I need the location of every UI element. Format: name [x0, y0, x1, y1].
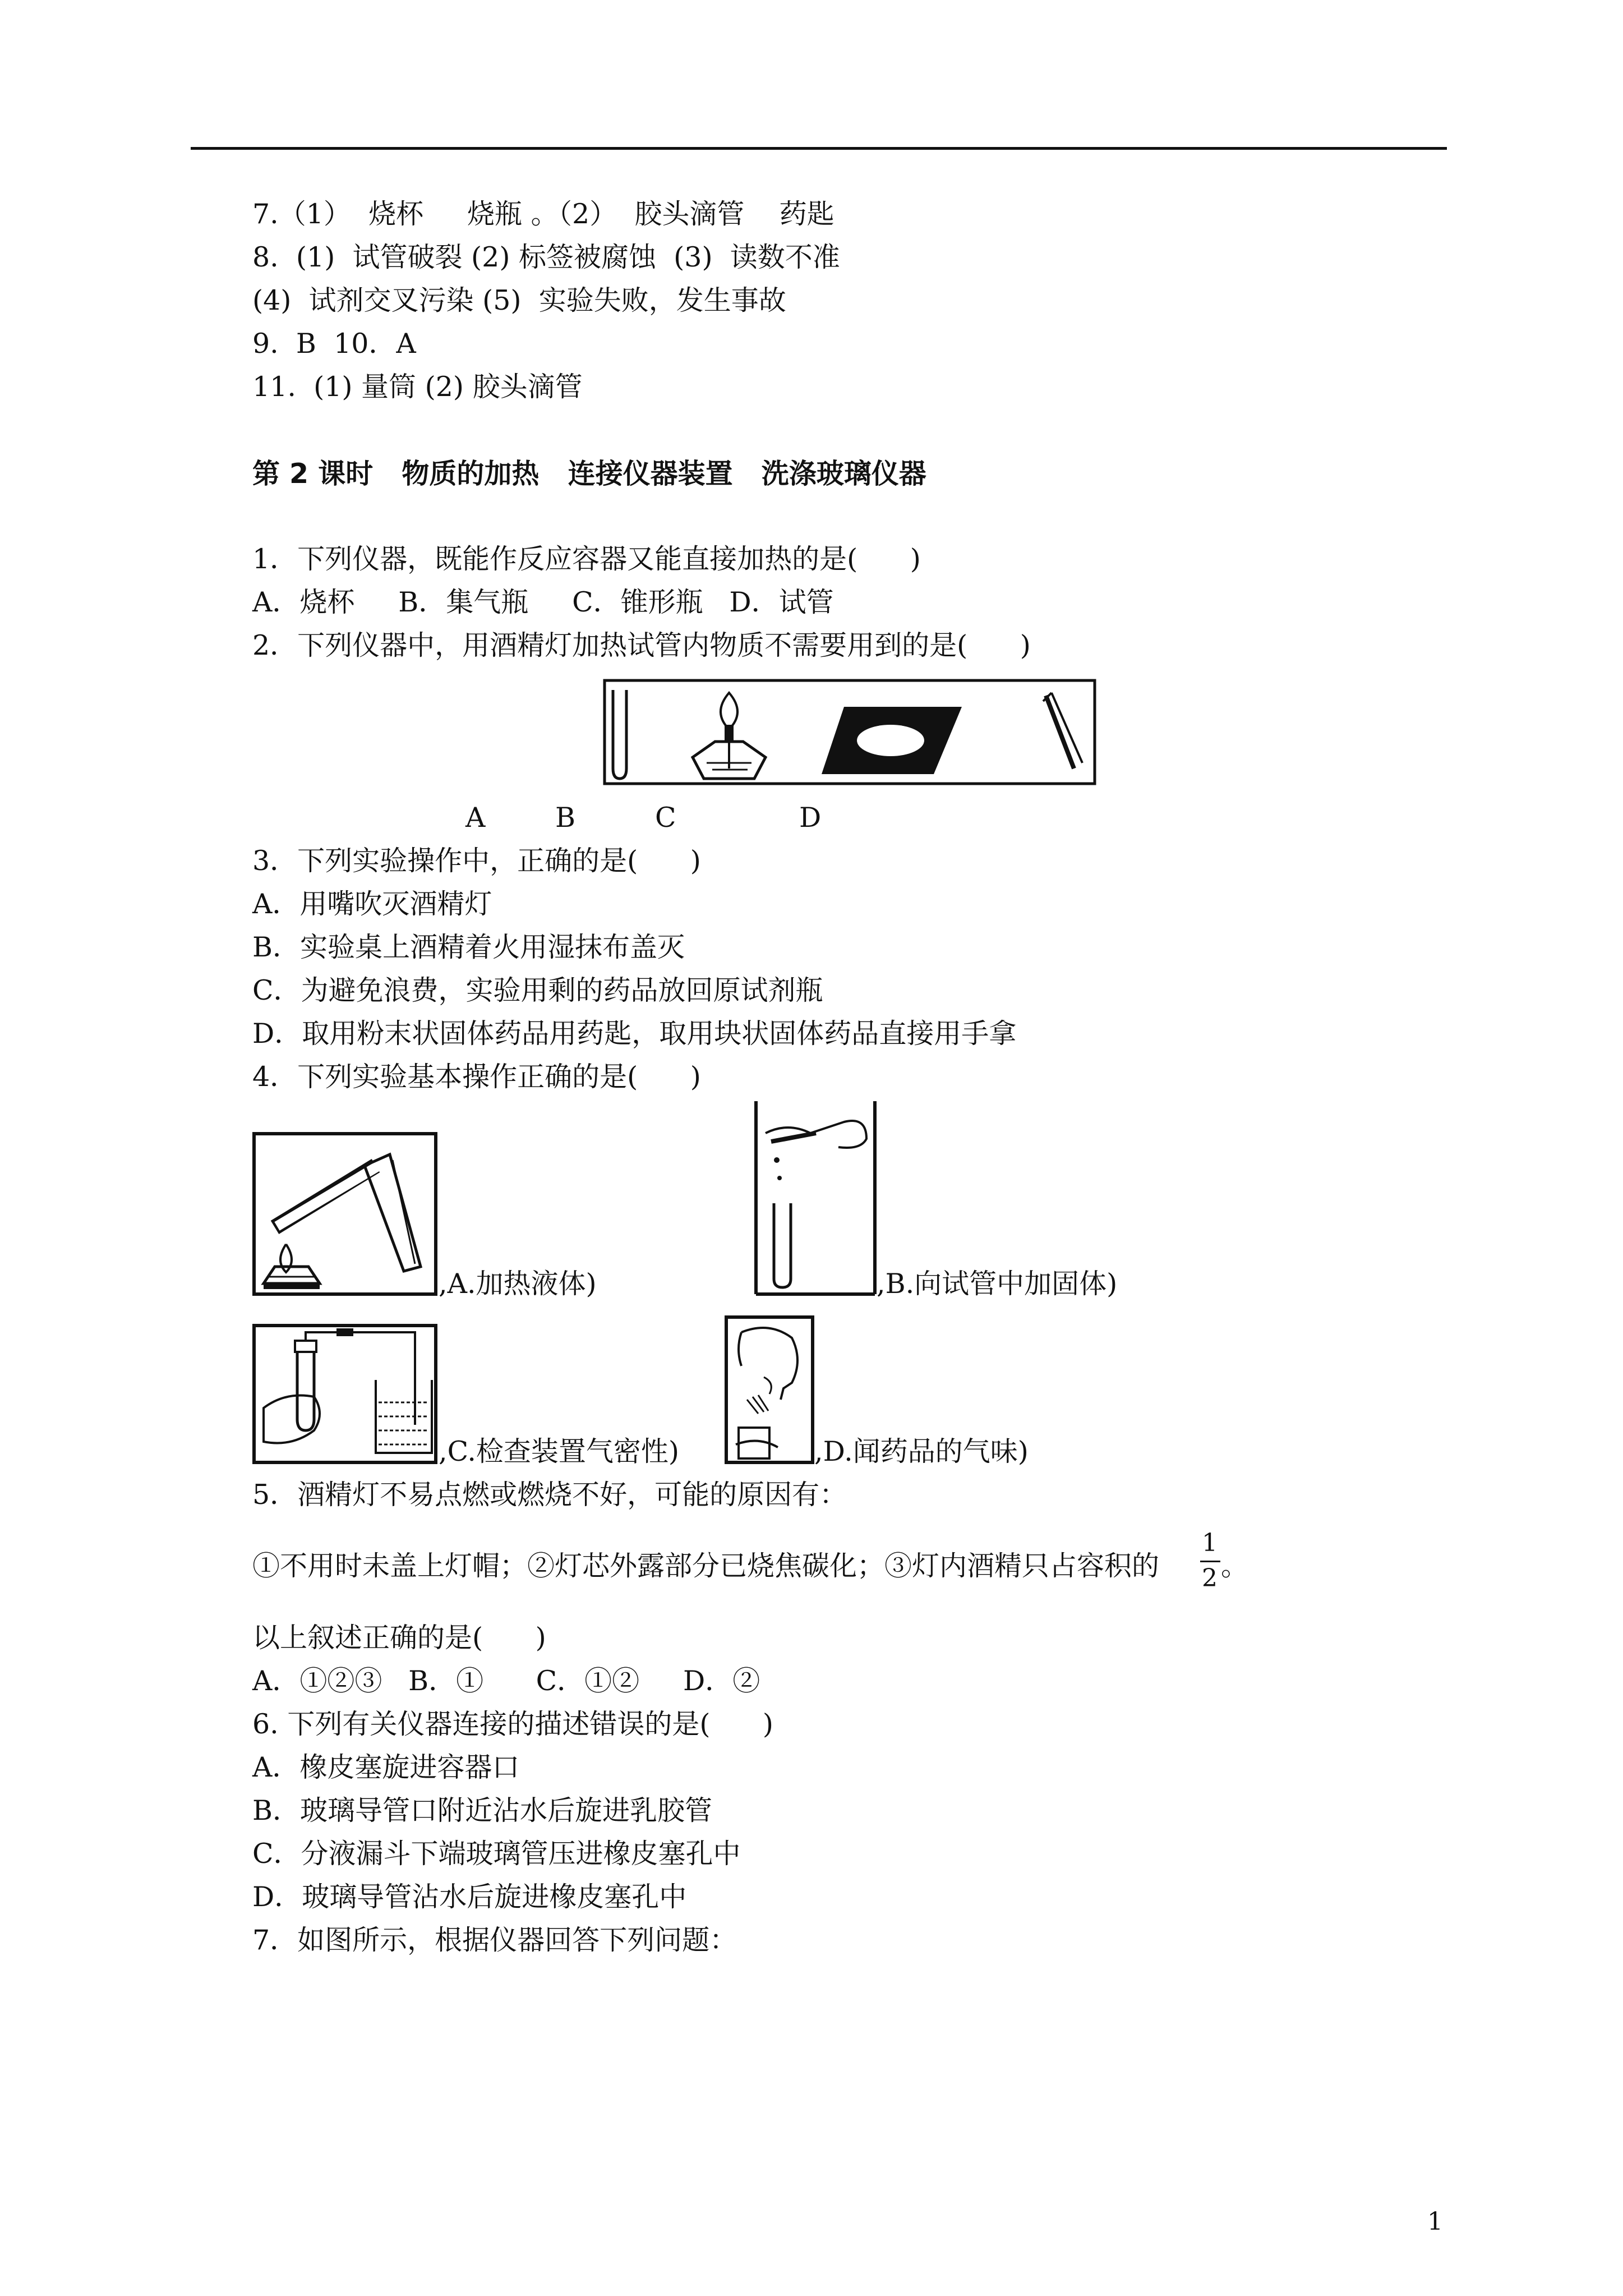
question-6-option-c: C．分液漏斗下端玻璃管压进橡皮塞孔中 [252, 1838, 741, 1870]
question-5-end: 。 [1221, 1550, 1249, 1582]
q4-smell-figure [725, 1315, 814, 1464]
answer-8-cont: (4) 试剂交叉污染 (5) 实验失败，发生事故 [252, 284, 786, 316]
q2-label-d: D [799, 802, 822, 834]
question-2: 2．下列仪器中，用酒精灯加热试管内物质不需要用到的是( ) [252, 629, 1031, 661]
q4-option-c: ,C.检查装置气密性) [439, 1435, 680, 1467]
q4-option-a: ,A.加热液体) [439, 1268, 597, 1300]
q2-label-c: C [655, 802, 676, 834]
alcohol-lamp-icon [693, 693, 766, 779]
fraction-bar [1200, 1561, 1220, 1562]
question-3-option-a: A．用嘴吹灭酒精灯 [252, 888, 492, 920]
q2-label-b: B [555, 802, 576, 834]
test-tube-icon [613, 690, 626, 779]
question-5-reasons: ①不用时未盖上灯帽；②灯芯外露部分已烧焦碳化；③灯内酒精只占容积的 [252, 1550, 1160, 1582]
question-1-options: A．烧杯 B．集气瓶 C．锥形瓶 D．试管 [252, 586, 834, 618]
question-7: 7．如图所示，根据仪器回答下列问题： [252, 1924, 737, 1956]
answer-7: 7.（1） 烧杯 烧瓶 。（2） 胶头滴管 药匙 [252, 198, 834, 230]
section-title: 第 2 课时 物质的加热 连接仪器装置 洗涤玻璃仪器 [252, 458, 926, 490]
header-rule [191, 147, 1447, 150]
q2-instruments-figure [603, 679, 1096, 785]
q4-heating-liquid-figure [252, 1132, 437, 1296]
answer-11: 11. (1) 量筒 (2) 胶头滴管 [252, 371, 583, 403]
question-3-option-c: C．为避免浪费，实验用剩的药品放回原试剂瓶 [252, 974, 823, 1006]
question-6-option-d: D．玻璃导管沾水后旋进橡皮塞孔中 [252, 1881, 687, 1913]
fraction-numerator: 1 [1202, 1529, 1218, 1557]
asbestos-net-icon [822, 707, 962, 774]
answer-8: 8. (1) 试管破裂 (2) 标签被腐蚀 (3) 读数不准 [252, 241, 840, 273]
question-6-option-a: A．橡皮塞旋进容器口 [252, 1751, 520, 1783]
question-1: 1．下列仪器，既能作反应容器又能直接加热的是( ) [252, 543, 921, 575]
q4-airtightness-figure [252, 1324, 437, 1464]
question-3: 3．下列实验操作中，正确的是( ) [252, 845, 701, 877]
question-5-ask: 以上叙述正确的是( ) [252, 1622, 546, 1654]
question-3-option-b: B．实验桌上酒精着火用湿抹布盖灭 [252, 931, 685, 963]
question-5-options: A．①②③ B．① C．①② D．② [252, 1665, 760, 1697]
answer-9-10: 9. B 10．A [252, 328, 416, 360]
question-6: 6. 下列有关仪器连接的描述错误的是( ) [252, 1708, 774, 1740]
q4-add-solid-figure [754, 1099, 877, 1296]
question-3-option-d: D．取用粉末状固体药品用药匙，取用块状固体药品直接用手拿 [252, 1018, 1017, 1050]
question-5: 5．酒精灯不易点燃或燃烧不好，可能的原因有： [252, 1479, 847, 1511]
q2-label-a: A [465, 802, 486, 834]
question-4: 4．下列实验基本操作正确的是( ) [252, 1061, 701, 1093]
fraction-denominator: 2 [1202, 1564, 1218, 1593]
question-6-option-b: B．玻璃导管口附近沾水后旋进乳胶管 [252, 1795, 713, 1826]
page-number: 1 [1427, 2207, 1443, 2236]
q4-option-d: ,D.闻药品的气味) [814, 1435, 1029, 1467]
q4-option-b: ,B.向试管中加固体) [877, 1268, 1118, 1300]
test-tube-clamp-icon [1043, 693, 1082, 769]
